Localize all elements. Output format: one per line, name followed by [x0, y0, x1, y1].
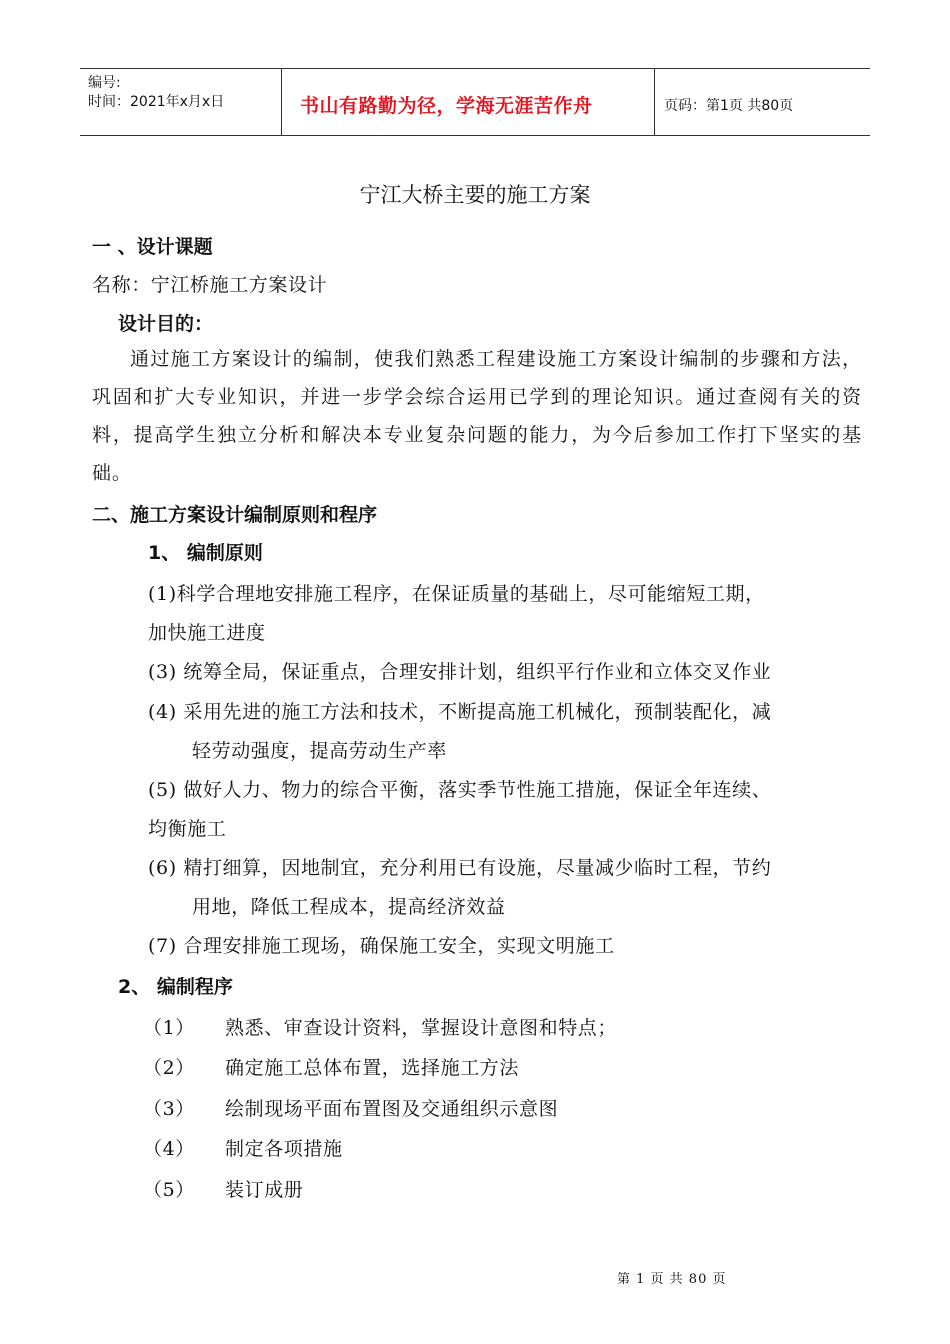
design-name-line: 名称：宁江桥施工方案设计	[92, 274, 328, 296]
principle-1-line1: (1)科学合理地安排施工程序，在保证质量的基础上，尽可能缩短工期，	[148, 583, 765, 605]
procedure-2-number: （2）	[143, 1057, 195, 1079]
section1-heading: 一 、设计课题	[92, 236, 213, 258]
principle-3-line1: (3) 统筹全局，保证重点，合理安排计划，组织平行作业和立体交叉作业	[148, 661, 772, 683]
principle-5-line1: (5) 做好人力、物力的综合平衡，落实季节性施工措施，保证全年连续、	[148, 779, 772, 801]
procedure-5-number: （5）	[143, 1179, 195, 1201]
principle-4-line2: 轻劳动强度，提高劳动生产率	[192, 740, 447, 762]
procedure-5-text: 装订成册	[225, 1179, 304, 1201]
procedure-1-text: 熟悉、审查设计资料，掌握设计意图和特点；	[225, 1017, 618, 1039]
principle-4-line1: (4) 采用先进的施工方法和技术，不断提高施工机械化，预制装配化，减	[148, 701, 772, 723]
design-purpose-paragraph: 通过施工方案设计的编制，使我们熟悉工程建设施工方案设计编制的步骤和方法，巩固和扩大专业知识，并进一步学会综合运用已学到的理论知识。通过查阅有关的资料，提高学生独立分析和解决本专业复杂问题的能力，为今后参加工作打下坚实的基础。	[92, 348, 862, 484]
design-purpose-heading: 设计目的：	[118, 313, 214, 335]
section2-heading: 二、施工方案设计编制原则和程序	[92, 504, 378, 526]
principles-heading: 1、 编制原则	[148, 542, 263, 564]
procedure-3-text: 绘制现场平面布置图及交通组织示意图	[225, 1098, 559, 1120]
procedures-heading: 2、 编制程序	[118, 976, 233, 998]
header-top-rule	[80, 68, 870, 69]
principle-1-line2: 加快施工进度	[148, 622, 266, 644]
procedure-3-number: （3）	[143, 1098, 195, 1120]
principle-7-line1: (7) 合理安排施工现场，确保施工安全，实现文明施工	[148, 935, 615, 957]
header-page-info: 页码：第1页 共80页	[664, 98, 794, 114]
principle-6-line1: (6) 精打细算，因地制宜，充分利用已有设施，尽量减少临时工程，节约	[148, 857, 772, 879]
procedure-2-text: 确定施工总体布置，选择施工方法	[225, 1057, 520, 1079]
header-motto: 书山有路勤为径，学海无涯苦作舟	[300, 95, 593, 117]
procedure-4-text: 制定各项措施	[225, 1138, 343, 1160]
header-divider-2	[654, 68, 655, 136]
principle-5-line2: 均衡施工	[148, 818, 227, 840]
header-time-label: 时间：2021年x月x日	[88, 94, 225, 110]
document-title: 宁江大桥主要的施工方案	[359, 183, 591, 207]
procedure-1-number: （1）	[143, 1017, 195, 1039]
header-number-label: 编号:	[88, 75, 121, 91]
header-bottom-rule	[80, 135, 870, 136]
principle-6-line2: 用地，降低工程成本，提高经济效益	[192, 896, 506, 918]
page-footer: 第 1 页 共 80 页	[617, 1272, 727, 1287]
header-divider-1	[281, 68, 282, 136]
procedure-4-number: （4）	[143, 1138, 195, 1160]
